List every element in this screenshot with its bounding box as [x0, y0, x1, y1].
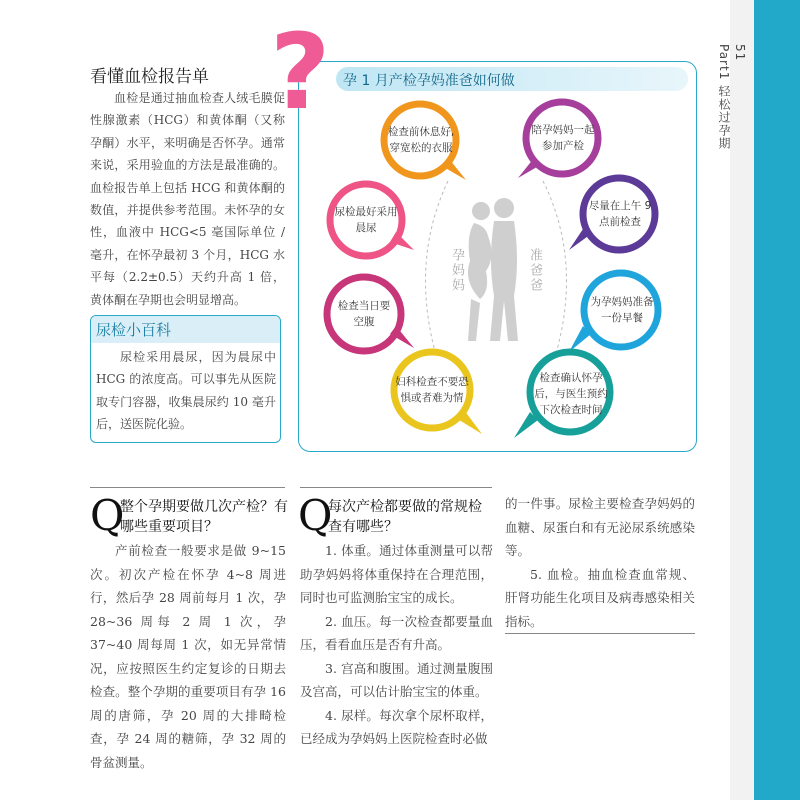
- bubble-rest-before-checkup: [372, 100, 472, 184]
- mom-label: 孕妈妈: [449, 248, 464, 293]
- bubble-line: 尿检最好采用: [334, 206, 398, 218]
- couple-silhouette-icon: [468, 198, 518, 341]
- bubble-accompany-wife: [512, 98, 612, 182]
- q2-paragraph: 5. 血检。抽血检查血常规、肝肾功能生化项目及病毒感染相关指标。: [505, 566, 695, 629]
- bubble-line: 后，与医生预约: [534, 388, 608, 400]
- question-mark-icon: ?: [270, 11, 331, 133]
- bubble-gynecology-exam: [378, 348, 490, 438]
- divider: [505, 633, 695, 634]
- divider: [300, 487, 492, 488]
- bubble-before-9am: [565, 172, 665, 258]
- running-header: [717, 44, 747, 151]
- bubble-morning-urine: [322, 180, 418, 264]
- bubble-line: 空腹: [353, 316, 375, 328]
- q-letter: Q: [298, 491, 333, 540]
- blood-test-title: 看懂血检报告单: [90, 67, 209, 87]
- bubble-line: 下次检查时间: [539, 404, 603, 416]
- bubble-line: 检查当日要: [337, 300, 391, 312]
- bubble-line: 妇科检查不要恐: [395, 376, 469, 388]
- bubble-next-appointment: [508, 348, 626, 442]
- bubble-line: 一份早餐: [601, 312, 643, 324]
- dad-label: 准爸爸: [527, 248, 542, 293]
- infographic-title: 孕 1 月产检孕妈准爸如何做: [343, 73, 515, 89]
- page-number: 51: [733, 44, 747, 62]
- bubble-line: 点前检查: [599, 216, 641, 228]
- bubble-prepare-breakfast: [565, 268, 669, 356]
- bubble-line: 惧或者难为情: [400, 392, 464, 404]
- bubble-fasting: [318, 272, 418, 358]
- q2-cont-first-line: 的一件事。尿检主要检查孕妈妈的血糖、尿蛋白和有无泌尿系统感染等。: [505, 496, 695, 558]
- bubble-line: 陪孕妈妈一起: [531, 124, 595, 136]
- bubble-line: 为孕妈妈准备: [590, 296, 654, 308]
- urine-test-body: 尿检采用晨尿，因为晨尿中 HCG 的浓度高。可以事先从医院取专门容器，收集晨尿约 10 毫升后，送医院化验。: [96, 350, 276, 432]
- q1-paragraph: 产前检查一般要求是做 9~15 次。初次产检在怀孕 4~8 周进行，然后孕 28 周前每月 1 次，孕 28~36 周每 2 周 1 次，孕 37~40 周每周 1 次，如无异常情况，应按照医生约定复诊的日期去检查。整个孕期的重要项目有孕 16 周的唐筛，孕 20 周的大排畸检查，孕 24 周的糖筛，孕 32 周的骨盆测量。: [90, 543, 286, 770]
- bubble-line: 穿宽松的衣服: [389, 142, 453, 154]
- q1-title: 整个孕期要做几次产检？有哪些重要项目？: [120, 499, 288, 535]
- part-title: Part1 轻松过孕期: [717, 44, 731, 151]
- bubble-line: 参加产检: [542, 140, 584, 152]
- q2-body: [300, 539, 493, 751]
- q-letter: Q: [90, 491, 125, 540]
- urine-test-title: 尿检小百科: [96, 321, 172, 339]
- q2-continuation: [505, 492, 695, 633]
- q2-paragraph: 3. 宫高和腹围。通过测量腹围及宫高，可以估计胎宝宝的体重。: [300, 660, 493, 699]
- bubble-line: 检查前休息好,: [387, 126, 455, 138]
- bubble-line: 检查确认怀孕: [539, 372, 603, 384]
- chapter-color-stripe: [754, 0, 800, 800]
- q2-paragraph: 4. 尿样。每次拿个尿杯取样，已经成为孕妈妈上医院检查时必做: [300, 707, 493, 746]
- q2-paragraph: 2. 血压。每一次检查都要量血压，看看血压是否有升高。: [300, 613, 493, 652]
- q1-body: [90, 539, 286, 774]
- q2-paragraph: 1. 体重。通过体重测量可以帮助孕妈妈将体重保持在合理范围，同时也可监测胎宝宝的成长。: [300, 543, 493, 605]
- blood-test-body: 血检是通过抽血检查人绒毛膜促性腺激素（HCG）和黄体酮（又称孕酮）水平，来明确是否怀孕。通常来说，采用验血的方法是最准确的。血检报告单上包括 HCG 和黄体酮的数值，并提供参考范围。未怀孕的女性，血液中 HCG<5 毫国际单位 / 毫升，在怀孕最初 3 个月，HCG 水平每（2.2±0.5）天约升高 1 倍，黄体酮在孕期也会明显增高。: [90, 91, 285, 307]
- bubble-line: 尽量在上午 9: [588, 200, 652, 212]
- q2-title: 每次产检都要做的常规检查有哪些？: [328, 499, 482, 535]
- divider: [90, 487, 285, 488]
- bubble-line: 晨尿: [355, 222, 377, 234]
